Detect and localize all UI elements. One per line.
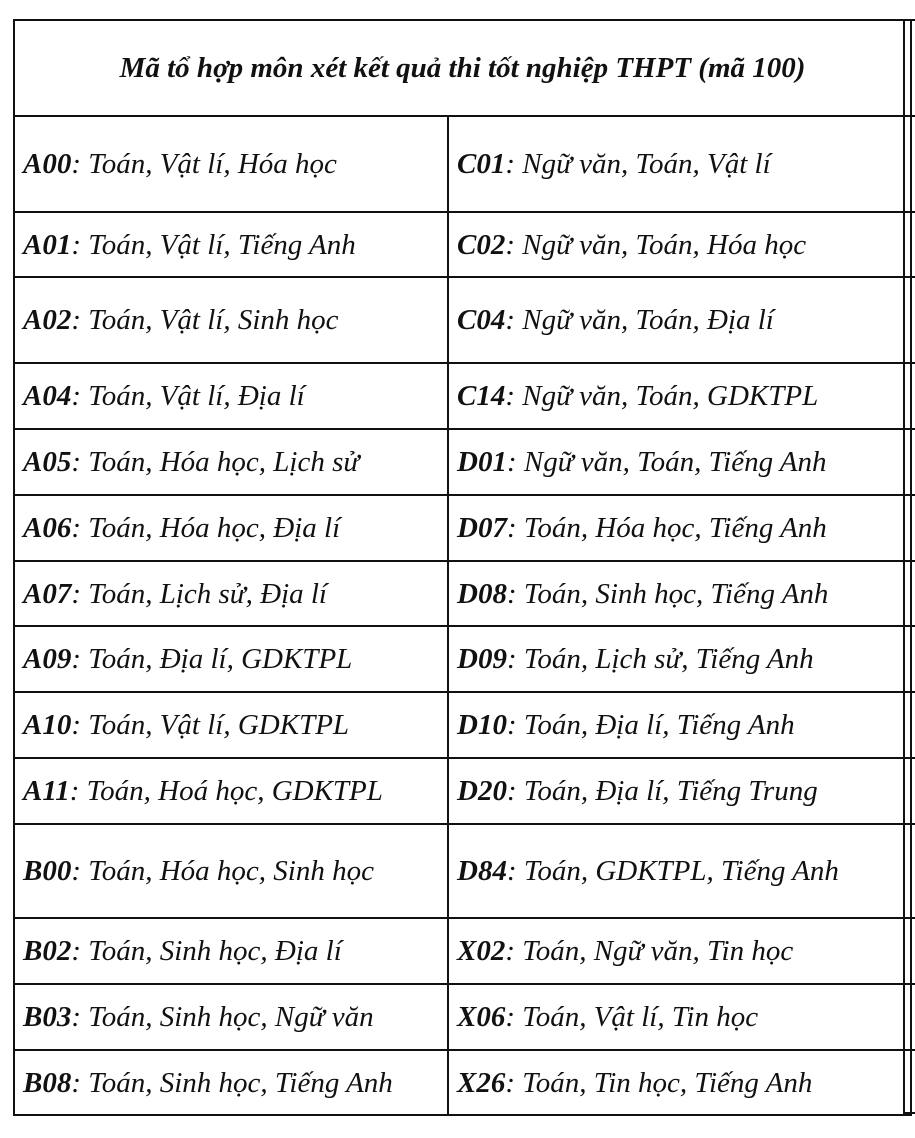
- combination-cell-right: [448, 363, 911, 429]
- combination-subjects: : Toán, Vật lí, Tin học: [505, 1001, 759, 1033]
- combination-cell-right: [448, 918, 911, 984]
- combination-cell-left: [14, 918, 448, 984]
- table-row: [14, 918, 911, 984]
- combination-code: A06: [23, 512, 72, 544]
- combination-code: B00: [23, 855, 72, 887]
- cut-off-row-rule: [905, 211, 915, 213]
- combination-cell-left: [14, 429, 448, 495]
- combination-code: D08: [457, 577, 507, 610]
- table-row: [14, 824, 911, 918]
- combination-cell-left: [14, 495, 448, 561]
- combination-subjects: : Ngữ văn, Toán, GDKTPL: [505, 380, 819, 412]
- table-row: [14, 692, 911, 758]
- combination-cell-left: [14, 984, 448, 1050]
- combination-cell-left: [14, 626, 448, 692]
- cut-off-row-rule: [905, 757, 915, 759]
- combination-subjects: : Toán, Sinh học, Tiếng Anh: [506, 577, 829, 610]
- combination-code: A04: [23, 380, 72, 412]
- combination-code: A10: [23, 709, 72, 741]
- table-row: [14, 429, 911, 495]
- combination-cell-right: [448, 758, 911, 824]
- table-header-row: [14, 20, 911, 116]
- combination-subjects: : Toán, Hóa học, Địa lí: [71, 512, 341, 544]
- combination-subjects: : Toán, Vật lí, Sinh học: [71, 304, 339, 336]
- combination-code: X26: [457, 1066, 506, 1099]
- cut-off-row-rule: [905, 115, 915, 117]
- combination-code: B03: [23, 1001, 72, 1033]
- cut-off-row-rule: [905, 917, 915, 919]
- combination-subjects: : Toán, Địa lí, GDKTPL: [71, 643, 353, 675]
- combination-cell-right: [448, 984, 911, 1050]
- combination-cell-left: [14, 561, 448, 626]
- cut-off-row-rule: [905, 560, 915, 562]
- cut-off-row-rule: [905, 691, 915, 693]
- table-row: [14, 116, 911, 212]
- cut-off-row-rule: [905, 428, 915, 430]
- table-row: [14, 758, 911, 824]
- combination-code: C02: [457, 228, 506, 261]
- combination-code: D10: [457, 709, 507, 741]
- combination-subjects: : Toán, Địa lí, Tiếng Anh: [506, 709, 795, 741]
- combination-subjects: : Toán, Lịch sử, Tiếng Anh: [506, 643, 814, 675]
- combination-code: B02: [23, 935, 72, 967]
- combination-cell-right: [448, 824, 911, 918]
- combination-cell-right: [448, 561, 911, 626]
- table-body: [14, 116, 911, 1115]
- table-row: [14, 212, 911, 277]
- combination-code: D09: [457, 643, 507, 675]
- combination-subjects: : Toán, Lịch sử, Địa lí: [71, 577, 327, 610]
- combination-cell-left: [14, 116, 448, 212]
- combination-code: A02: [23, 304, 72, 336]
- combination-subjects: : Toán, Vật lí, Địa lí: [71, 380, 305, 412]
- combination-code: C14: [457, 380, 506, 412]
- combination-code: A11: [23, 775, 70, 807]
- combination-cell-left: [14, 824, 448, 918]
- combination-cell-left: [14, 363, 448, 429]
- combination-subjects: : Toán, Hóa học, Tiếng Anh: [506, 512, 827, 544]
- table-row: [14, 1050, 911, 1115]
- combination-subjects: : Toán, Hoá học, GDKTPL: [69, 775, 383, 807]
- combination-cell-right: [448, 626, 911, 692]
- combination-cell-right: [448, 277, 911, 363]
- cut-off-row-rule: [905, 625, 915, 627]
- combination-subjects: : Ngữ văn, Toán, Địa lí: [505, 304, 774, 336]
- combination-code: B08: [23, 1066, 72, 1099]
- table-row: [14, 561, 911, 626]
- table-row: [14, 277, 911, 363]
- combination-cell-left: [14, 212, 448, 277]
- combination-subjects: : Toán, Vật lí, Tiếng Anh: [71, 228, 356, 261]
- combination-code: X06: [457, 1001, 506, 1033]
- combination-cell-right: [448, 429, 911, 495]
- combination-subjects: : Toán, Vật lí, GDKTPL: [71, 709, 350, 741]
- combination-code: A07: [23, 577, 72, 610]
- combination-cell-right: [448, 495, 911, 561]
- combination-cell-right: [448, 1050, 911, 1115]
- combination-code: D01: [457, 446, 507, 478]
- subject-combination-table: [13, 19, 912, 1116]
- combination-cell-right: [448, 692, 911, 758]
- combination-subjects: : Toán, Sinh học, Tiếng Anh: [71, 1066, 393, 1099]
- combination-subjects: : Toán, Tin học, Tiếng Anh: [505, 1066, 813, 1099]
- combination-subjects: : Toán, Hóa học, Lịch sử: [71, 446, 360, 478]
- combination-code: C04: [457, 304, 506, 336]
- combination-subjects: : Toán, Địa lí, Tiếng Trung: [506, 775, 818, 807]
- combination-code: C01: [457, 148, 506, 180]
- cut-off-row-rule: [905, 494, 915, 496]
- combination-subjects: : Toán, GDKTPL, Tiếng Anh: [506, 855, 839, 887]
- combination-cell-left: [14, 758, 448, 824]
- combination-cell-right: [448, 116, 911, 212]
- cut-off-row-rule: [905, 1049, 915, 1051]
- combination-code: A05: [23, 446, 72, 478]
- combination-code: D20: [457, 775, 507, 807]
- combination-subjects: : Ngữ văn, Toán, Hóa học: [505, 228, 807, 261]
- combination-code: A01: [23, 228, 72, 261]
- combination-code: X02: [457, 935, 506, 967]
- cut-off-row-rule: [905, 983, 915, 985]
- combination-subjects: : Toán, Hóa học, Sinh học: [71, 855, 374, 887]
- combination-subjects: : Ngữ văn, Toán, Vật lí: [505, 148, 771, 180]
- cut-off-row-rule: [905, 362, 915, 364]
- combination-cell-left: [14, 277, 448, 363]
- combination-subjects: : Toán, Ngữ văn, Tin học: [505, 935, 794, 967]
- table-title: Mã tổ hợp môn xét kết quả thi tốt nghiệp THPT (mã 100): [14, 20, 911, 116]
- cut-off-column: [903, 19, 915, 1114]
- table-row: [14, 363, 911, 429]
- combination-subjects: : Toán, Sinh học, Địa lí: [71, 935, 342, 967]
- combination-code: D84: [457, 855, 507, 887]
- table-row: [14, 495, 911, 561]
- combination-code: A00: [23, 148, 72, 180]
- table-row: [14, 626, 911, 692]
- cut-off-row-rule: [905, 276, 915, 278]
- cut-off-row-rule: [905, 823, 915, 825]
- combination-subjects: : Ngữ văn, Toán, Tiếng Anh: [506, 446, 827, 478]
- combination-code: D07: [457, 512, 507, 544]
- combination-subjects: : Toán, Vật lí, Hóa học: [71, 148, 337, 180]
- combination-subjects: : Toán, Sinh học, Ngữ văn: [71, 1001, 374, 1033]
- table-row: [14, 984, 911, 1050]
- combination-cell-left: [14, 692, 448, 758]
- combination-cell-left: [14, 1050, 448, 1115]
- combination-code: A09: [23, 643, 72, 675]
- combination-cell-right: [448, 212, 911, 277]
